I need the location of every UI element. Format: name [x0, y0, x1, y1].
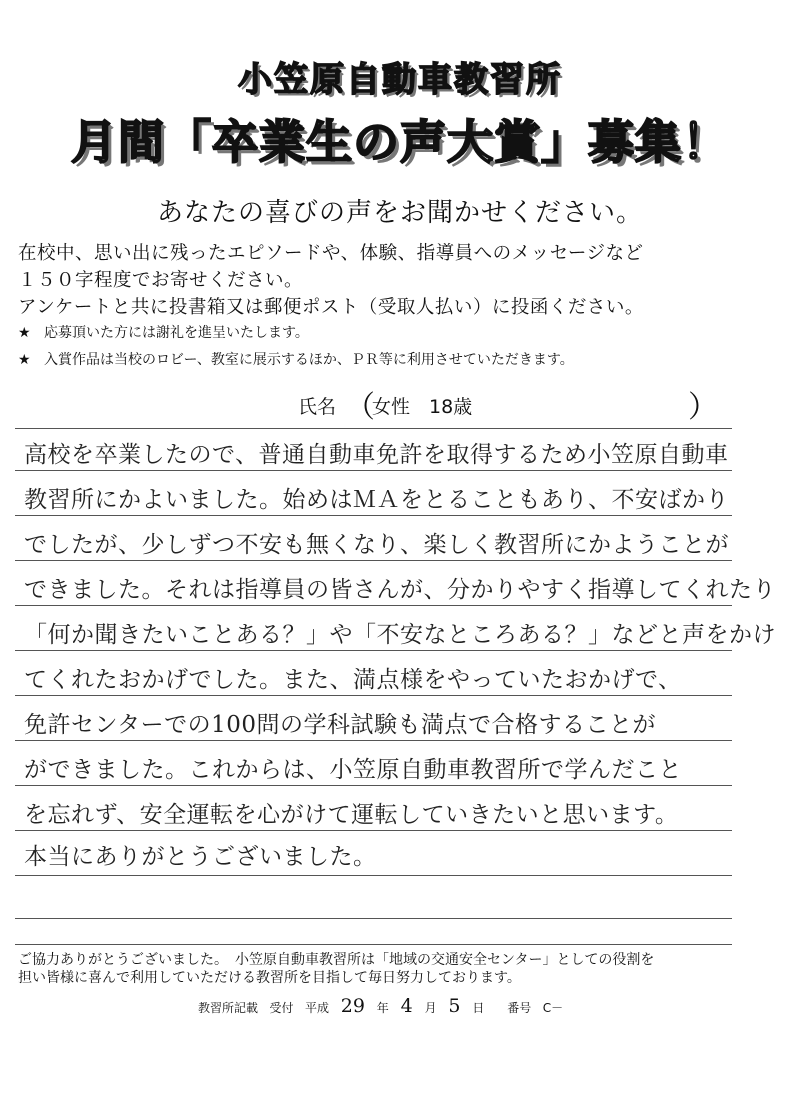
ruled-line	[15, 830, 732, 831]
note-text: 入賞作品は当校のロビー、教室に展示するほか、ＰＲ等に利用させていただきます。	[44, 352, 574, 368]
year-unit: 年	[376, 1001, 389, 1015]
ruled-line	[15, 650, 732, 651]
ruled-line	[15, 560, 732, 561]
office-use-row	[198, 995, 563, 1017]
instructions	[18, 240, 644, 321]
received-label: 受付	[269, 1001, 294, 1015]
office-label: 教習所記載	[198, 1001, 259, 1015]
paren-close: ）	[688, 390, 718, 425]
number-label: 番号	[507, 1001, 532, 1015]
star-icon: ★	[18, 325, 31, 341]
month-unit: 月	[424, 1001, 437, 1015]
ruled-line	[15, 785, 732, 786]
star-icon: ★	[18, 352, 31, 368]
message-line: 免許センターでの100問の学科試験も満点で合格することが	[24, 712, 656, 738]
message-line: でしたが、少しずつ不安も無くなり、楽しく教習所にかようことが	[24, 532, 729, 558]
message-line: を忘れず、安全運転を心がけて運転していきたいと思います。	[24, 802, 679, 828]
ruled-line	[15, 944, 732, 945]
month-value: 4	[400, 995, 413, 1017]
subtitle: あなたの喜びの声をお聞かせください。	[156, 198, 643, 228]
ruled-line	[15, 605, 732, 606]
day-unit: 日	[472, 1001, 485, 1015]
ruled-line	[15, 740, 732, 741]
note-usage	[18, 349, 574, 369]
message-line: 「何か聞きたいことある？」や「不安なところある？」などと声をかけ	[24, 622, 776, 648]
message-line: ができました。これからは、小笠原自動車教習所で学んだこと	[24, 757, 682, 783]
instruction-line: アンケートと共に投書箱又は郵便ポスト（受取人払い）に投函ください。	[18, 297, 644, 318]
note-text: 応募頂いた方には謝礼を進呈いたします。	[44, 325, 309, 341]
number-value: C－	[542, 1001, 564, 1015]
message-line: できました。それは指導員の皆さんが、分かりやすく指導してくれたり	[24, 577, 776, 603]
name-field	[0, 386, 800, 425]
era-label: 平成	[304, 1001, 329, 1015]
instruction-line: １５０字程度でお寄せください。	[18, 270, 304, 291]
ruled-line	[15, 918, 732, 919]
footer-line: 担い皆様に喜んで利用していただける教習所を目指して毎日努力しております。	[18, 970, 521, 986]
ruled-line	[15, 428, 732, 429]
ruled-line	[15, 470, 732, 471]
campaign-title: 月間「卒業生の声大賞」募集！	[71, 115, 729, 169]
ruled-line	[15, 515, 732, 516]
paren-open: （	[345, 390, 375, 425]
day-value: 5	[448, 995, 461, 1017]
footer-line: ご協力ありがとうございました。 小笠原自動車教習所は「地域の交通安全センター」としての役割を	[18, 952, 655, 968]
message-line: 高校を卒業したので、普通自動車免許を取得するため小笠原自動車	[24, 442, 729, 468]
school-name-heading: 小笠原自動車教習所	[238, 60, 562, 100]
instruction-line: 在校中、思い出に残ったエピソードや、体験、指導員へのメッセージなど	[18, 243, 644, 264]
ruled-line	[15, 695, 732, 696]
message-line: 本当にありがとうございました。	[24, 844, 377, 870]
year-value: 29	[340, 995, 365, 1017]
ruled-line	[15, 875, 732, 876]
message-line: 教習所にかよいました。始めはＭＡをとることもあり、不安ばかり	[24, 487, 729, 513]
message-line: てくれたおかげでした。また、満点様をやっていたおかげで、	[24, 667, 682, 693]
note-reward	[18, 322, 309, 342]
name-value[interactable]: 女性 18歳	[372, 396, 473, 418]
name-label: 氏名	[298, 396, 337, 418]
footer-message	[18, 951, 654, 987]
